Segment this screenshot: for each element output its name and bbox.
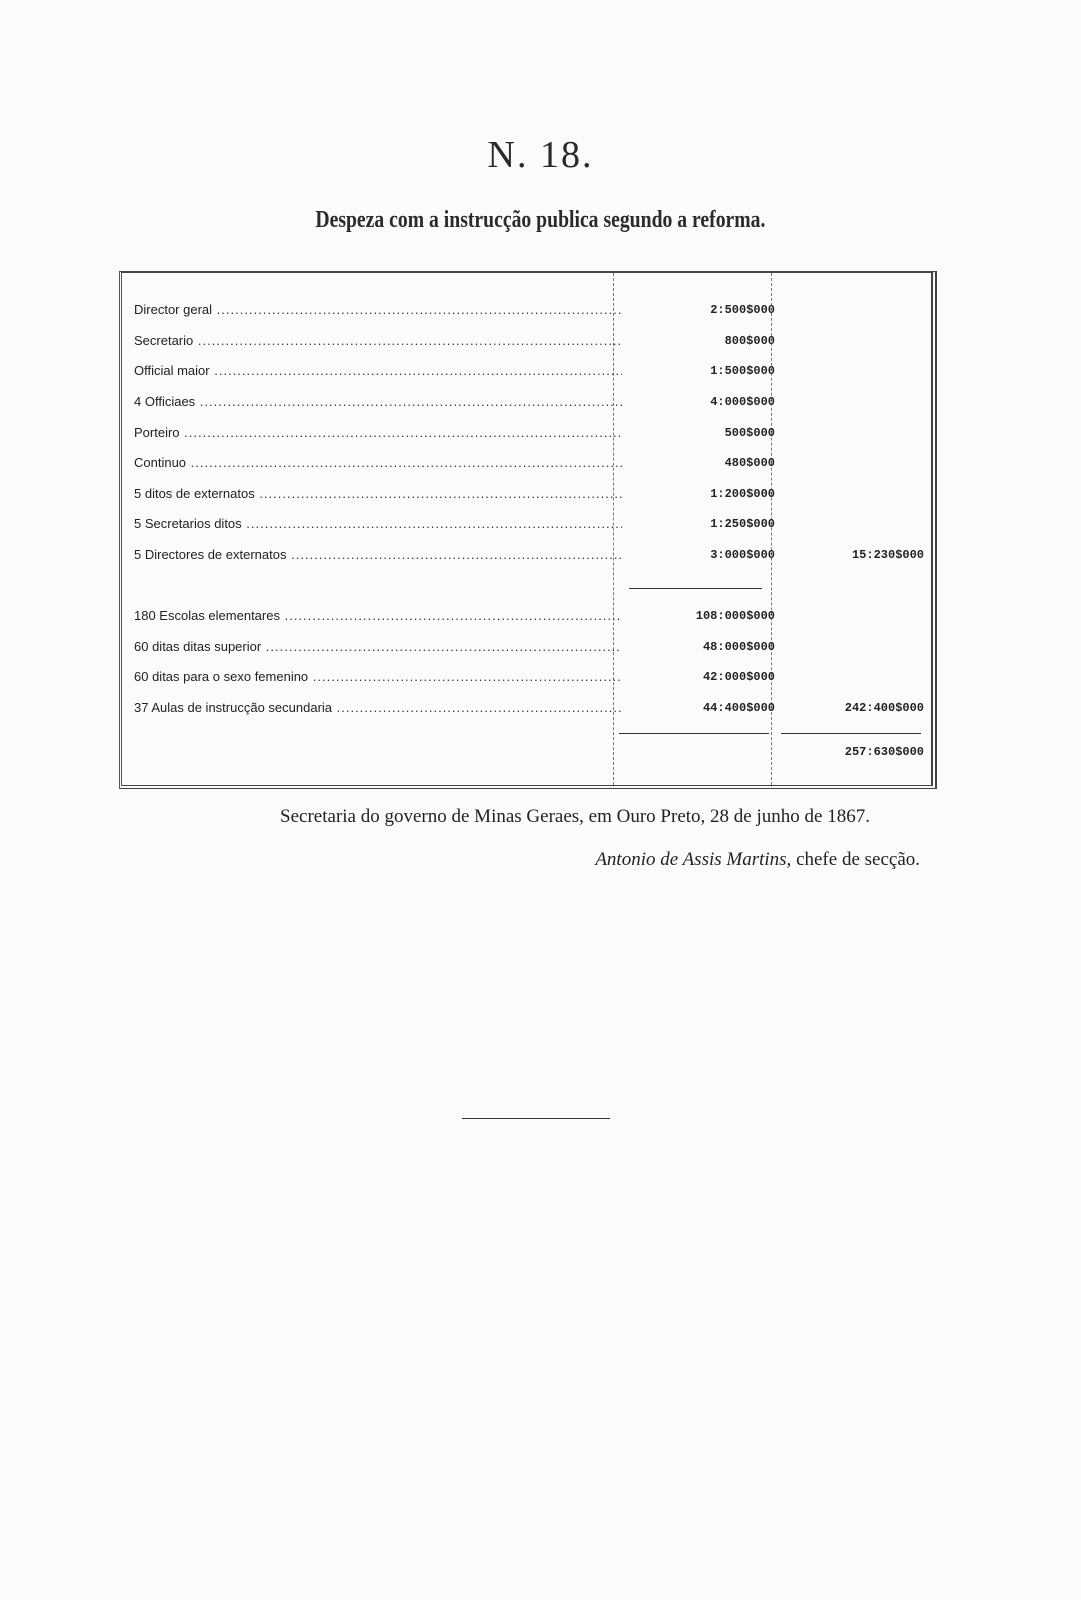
row-amount: 3:000$000	[710, 548, 775, 562]
row-amount: 500$000	[724, 426, 775, 440]
group2-total: 242:400$000	[844, 701, 924, 715]
document-number: N. 18.	[487, 134, 594, 176]
row-amount: 2:500$000	[710, 303, 775, 317]
expense-table	[119, 271, 937, 789]
row-label: 5 Secretarios ditos .....	[134, 511, 622, 537]
row-label: 37 Aulas de instrucção secundaria .....	[134, 695, 622, 721]
row-label: Director geral .....	[134, 297, 622, 323]
grand-total: 257:630$000	[844, 745, 924, 759]
group1-total: 15:230$000	[851, 548, 924, 562]
signature-line	[450, 849, 920, 871]
row-label: 60 ditas para o sexo femenino .....	[134, 664, 622, 690]
row-amount: 4:000$000	[710, 395, 775, 409]
row-label: Secretario .....	[134, 328, 622, 354]
document-subtitle: Despeza com a instrucção publica segundo a reforma.	[315, 207, 766, 233]
row-label: 5 Directores de externatos .....	[134, 542, 622, 568]
signature-name: Antonio de Assis Martins,	[595, 849, 792, 870]
row-amount: 1:200$000	[710, 487, 775, 501]
row-amount: 48:000$000	[702, 640, 775, 654]
closing-rule	[462, 1118, 610, 1119]
row-amount: 108:000$000	[695, 609, 775, 623]
signature-role: chefe de secção.	[796, 849, 920, 870]
row-amount: 1:250$000	[710, 517, 775, 531]
row-label: Porteiro .....	[134, 420, 622, 446]
row-label: 5 ditos de externatos .....	[134, 481, 622, 507]
row-amount: 1:500$000	[710, 364, 775, 378]
row-amount: 480$000	[724, 456, 775, 470]
row-label: 180 Escolas elementares .....	[134, 603, 622, 629]
row-amount: 44:400$000	[702, 701, 775, 715]
total-rule	[781, 733, 921, 734]
location-date: Secretaria do governo de Minas Geraes, em Ouro Preto, 28 de junho de 1867.	[280, 806, 870, 827]
row-label: 4 Officiaes .....	[134, 389, 622, 415]
row-label: Continuo .....	[134, 450, 622, 476]
row-label: Official maior .....	[134, 358, 622, 384]
row-amount: 800$000	[724, 334, 775, 348]
row-amount: 42:000$000	[702, 670, 775, 684]
subtotal-rule	[629, 588, 762, 589]
subtotal-rule	[619, 733, 769, 734]
row-label: 60 ditas ditas superior .....	[134, 634, 622, 660]
